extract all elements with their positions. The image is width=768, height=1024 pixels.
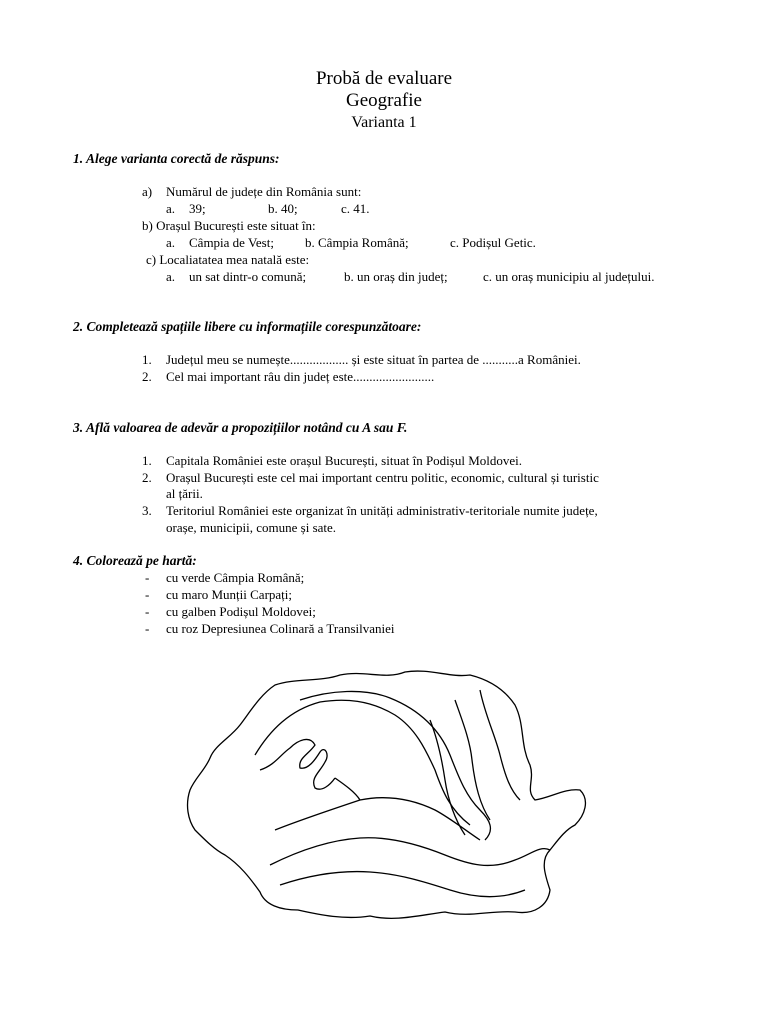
q-c-text: c) Localiatatea mea natală este: <box>146 252 310 267</box>
s2-item2-text: Cel mai important râu din județ este......................... <box>166 369 435 384</box>
s2-item2-num: 2. <box>142 369 152 384</box>
s4-item4: cu roz Depresiunea Colinară a Transilvaniei <box>166 621 395 636</box>
country-border <box>188 671 586 918</box>
q-a-opt-b: b. 40; <box>268 201 298 216</box>
subject-title: Geografie <box>346 90 422 111</box>
s4-item3: cu galben Podișul Moldovei; <box>166 604 316 619</box>
s3-item1-text: Capitala României este orașul București, situat în Podișul Moldovei. <box>166 453 523 468</box>
s3-item2-num: 2. <box>142 470 152 485</box>
s4-bullet: - <box>145 621 150 636</box>
q-a-text: Numărul de județe din România sunt: <box>166 184 362 199</box>
s4-bullet: - <box>145 587 150 602</box>
s3-item3-text: Teritoriul României este organizat în unități administrativ-teritoriale numite județe, <box>166 503 598 518</box>
south-line-2 <box>270 838 550 866</box>
q-a-opt-a-text: 39; <box>189 201 206 216</box>
q-c-opt-b: b. un oraș din județ; <box>344 269 448 284</box>
s3-item2-text-cont: al țării. <box>166 486 203 501</box>
s3-item3-num: 3. <box>142 503 152 518</box>
s3-item2-text: Orașul București este cel mai important centru politic, economic, cultural și turistic <box>166 470 599 485</box>
page-title: Probă de evaluare <box>315 68 453 89</box>
s2-item1-num: 1. <box>142 352 152 367</box>
west-line <box>260 739 335 789</box>
q-c-opt-a-text: un sat dintr-o comună; <box>189 269 307 284</box>
section1-heading: 1. Alege varianta corectă de răspuns: <box>73 151 280 166</box>
s3-item3-text-cont: orașe, municipii, comune și sate. <box>166 520 337 535</box>
s4-item1: cu verde Câmpia Română; <box>166 570 305 585</box>
s2-item1-text: Județul meu se numește.................. și este situat în partea de ...........a României. <box>166 352 581 367</box>
s3-item1-num: 1. <box>142 453 152 468</box>
inner-arc <box>255 700 470 825</box>
q-b-text: b) Orașul București este situat în: <box>142 218 316 233</box>
section2-heading: 2. Completează spațiile libere cu informațiile corespunzătoare: <box>73 319 422 334</box>
romania-outline-map <box>180 660 610 930</box>
q-b-opt-b: b. Câmpia Română; <box>305 235 409 250</box>
q-a-opt-c: c. 41. <box>341 201 370 216</box>
title-block <box>0 68 768 134</box>
s4-bullet: - <box>145 570 150 585</box>
q-a-label: a) <box>142 184 153 199</box>
danube-line <box>335 778 360 800</box>
south-line-3 <box>280 872 525 897</box>
q-b-opt-a-text: Câmpia de Vest; <box>189 235 274 250</box>
s4-bullet: - <box>145 604 150 619</box>
q-c-opt-c: c. un oraș municipiu al județului. <box>483 269 655 284</box>
q-b-opt-a: a. <box>166 235 176 250</box>
q-a-opt-a: a. <box>166 201 176 216</box>
section4-heading: 4. Colorează pe hartă: <box>73 553 197 568</box>
section3-heading: 3. Află valoarea de adevăr a propozițiilor notând cu A sau F. <box>73 420 408 435</box>
s4-item2: cu maro Munții Carpați; <box>166 587 293 602</box>
variant-title: Varianta 1 <box>351 114 417 131</box>
q-b-opt-c: c. Podișul Getic. <box>450 235 536 250</box>
south-line-1 <box>275 798 480 840</box>
east-line-3 <box>480 690 520 800</box>
q-c-opt-a: a. <box>166 269 176 284</box>
